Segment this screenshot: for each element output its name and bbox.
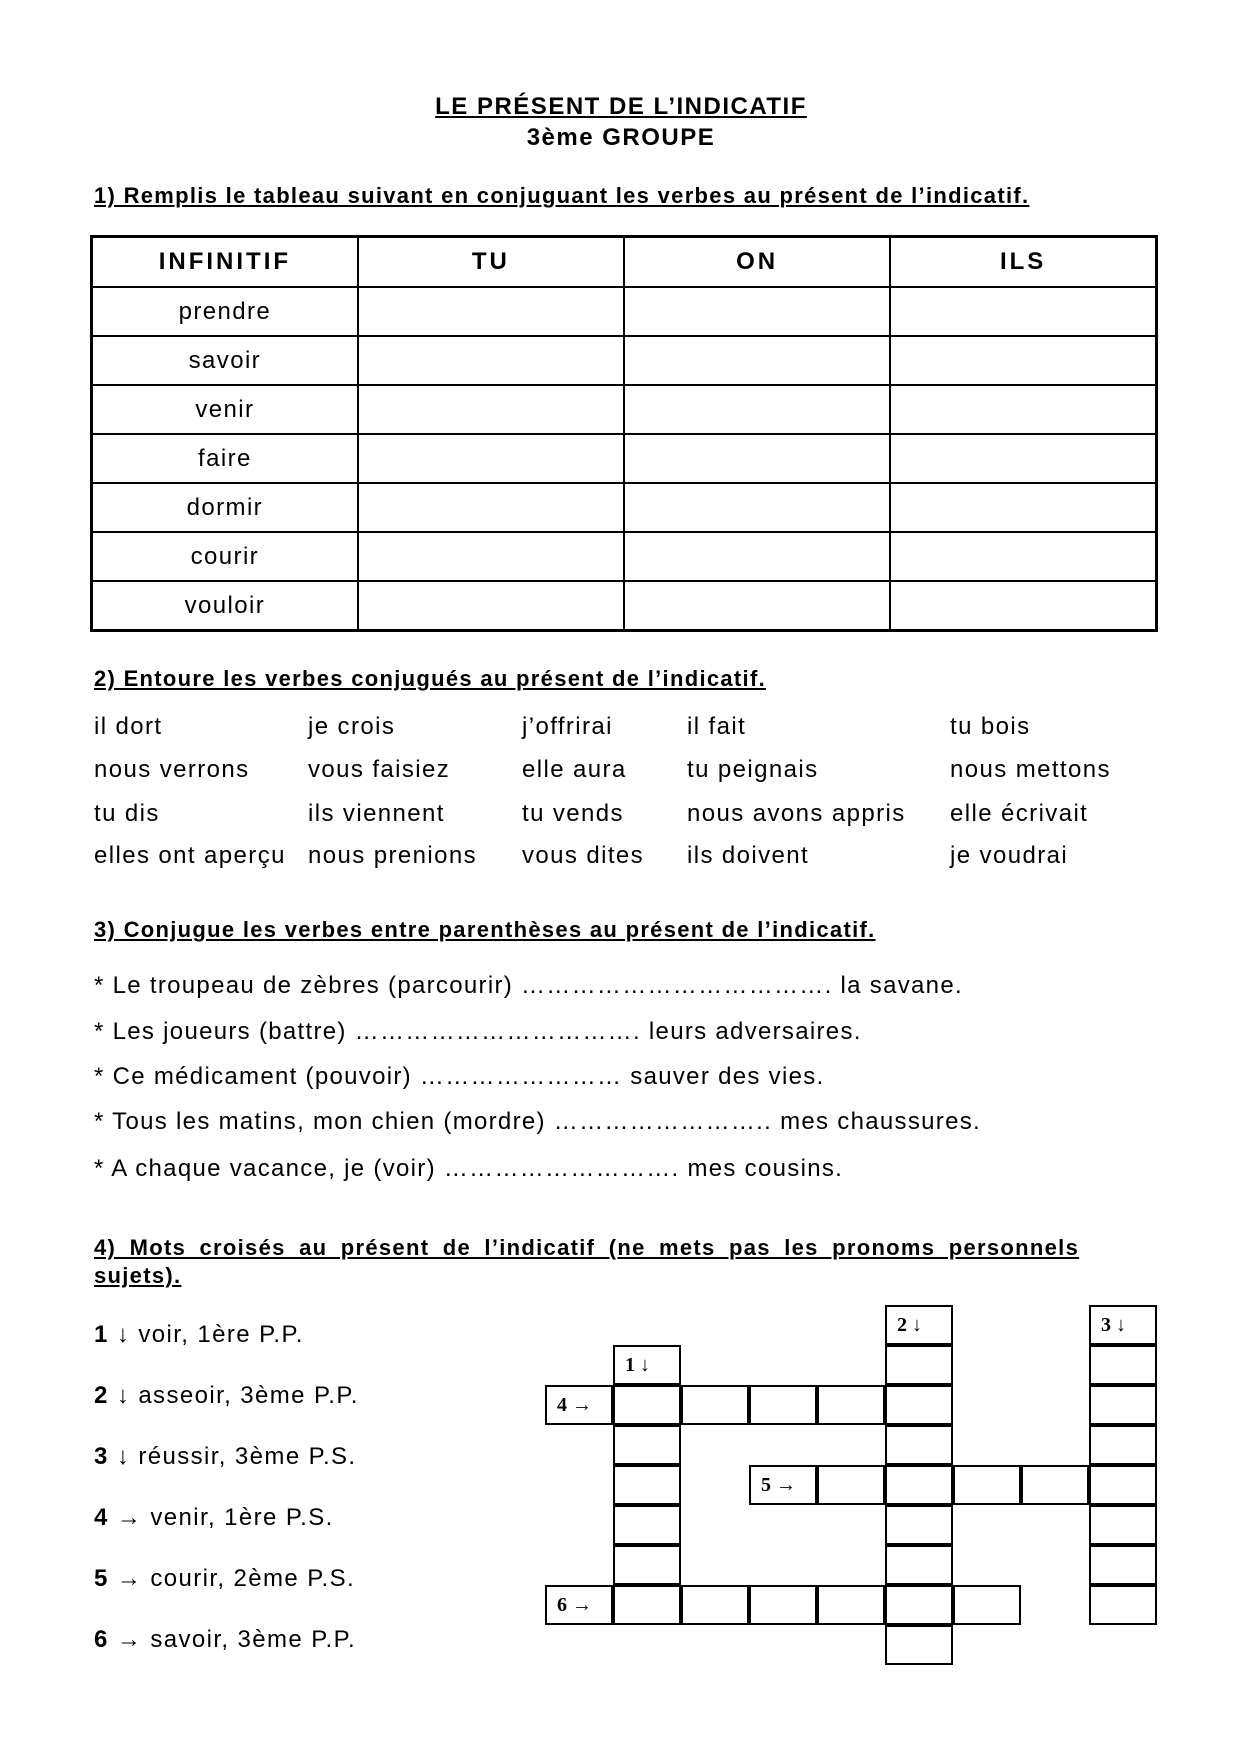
verb-option[interactable]: je voudrai [950,842,1069,869]
fill-in-sentence[interactable]: * Les joueurs (battre) ……………………………. leurs adversaires. [94,1018,862,1045]
crossword-clue-cell [545,1585,613,1625]
crossword-clue-cell [613,1345,681,1385]
section-3-heading: 3) Conjugue les verbes entre parenthèses au présent de l’indicatif. [94,917,876,942]
verb-option[interactable]: je crois [308,713,396,740]
column-header: INFINITIF [92,237,358,288]
verb-option[interactable]: ils viennent [308,800,445,827]
answer-cell[interactable] [624,287,890,336]
crossword-clue-cell [1089,1305,1157,1345]
infinitive-cell: savoir [92,336,358,385]
answer-cell[interactable] [624,336,890,385]
verb-option[interactable]: nous prenions [308,842,477,869]
crossword-letter-cell[interactable] [885,1505,953,1545]
answer-cell[interactable] [890,483,1156,532]
crossword-letter-cell[interactable] [613,1425,681,1465]
table-row [92,532,1157,581]
crossword-letter-cell[interactable] [1089,1585,1157,1625]
crossword-letter-cell[interactable] [1021,1465,1089,1505]
table-row [92,434,1157,483]
table-header-row [92,237,1157,288]
section-1-heading: 1) Remplis le tableau suivant en conjuguant les verbes au présent de l’indicatif. [94,183,1030,208]
crossword-letter-cell[interactable] [749,1385,817,1425]
crossword-letter-cell[interactable] [613,1385,681,1425]
section-4-heading-cont: sujets). [94,1263,182,1288]
answer-cell[interactable] [358,287,624,336]
verb-option[interactable]: elle aura [522,756,627,783]
crossword-letter-cell[interactable] [681,1585,749,1625]
verb-option[interactable]: tu bois [950,713,1031,740]
crossword-letter-cell[interactable] [885,1385,953,1425]
section-2-heading: 2) Entoure les verbes conjugués au présent de l’indicatif. [94,666,766,691]
crossword-clue-cell [545,1385,613,1425]
infinitive-cell: faire [92,434,358,483]
answer-cell[interactable] [624,385,890,434]
crossword-letter-cell[interactable] [681,1385,749,1425]
answer-cell[interactable] [890,581,1156,631]
answer-cell[interactable] [358,385,624,434]
page-title: LE PRÉSENT DE L’INDICATIF [435,93,807,120]
verb-option[interactable]: elle écrivait [950,800,1089,827]
page-subtitle: 3ème GROUPE [526,124,716,151]
column-header: TU [358,237,624,288]
verb-option[interactable]: tu dis [94,800,160,827]
crossword-clue: 5 → courir, 2ème P.S. [94,1565,356,1592]
crossword-letter-cell[interactable] [817,1385,885,1425]
answer-cell[interactable] [358,434,624,483]
fill-in-sentence[interactable]: * Ce médicament (pouvoir) …………………… sauver des vies. [94,1063,825,1090]
crossword-letter-cell[interactable] [885,1625,953,1665]
crossword-letter-cell[interactable] [953,1465,1021,1505]
table-row [92,385,1157,434]
crossword-letter-cell[interactable] [817,1585,885,1625]
answer-cell[interactable] [358,483,624,532]
crossword-letter-cell[interactable] [817,1465,885,1505]
infinitive-cell: venir [92,385,358,434]
verb-option[interactable]: il dort [94,713,163,740]
verb-option[interactable]: vous dites [522,842,645,869]
infinitive-cell: prendre [92,287,358,336]
crossword-clue-label: 1 ↓ [625,1354,650,1376]
infinitive-cell: vouloir [92,581,358,631]
crossword-letter-cell[interactable] [953,1585,1021,1625]
column-header: ILS [890,237,1156,288]
section-4-heading: 4) Mots croisés au présent de l’indicatif (ne mets pas les pronoms personnels [94,1235,1080,1260]
crossword-clue-label: 2 ↓ [897,1314,922,1336]
verb-option[interactable]: nous verrons [94,756,250,783]
answer-cell[interactable] [624,434,890,483]
crossword-clue: 4 → venir, 1ère P.S. [94,1504,334,1531]
answer-cell[interactable] [624,483,890,532]
column-header: ON [624,237,890,288]
verb-option[interactable]: il fait [687,713,747,740]
crossword-clue-label: 6 → [557,1594,592,1616]
answer-cell[interactable] [890,385,1156,434]
crossword-clue: 6 → savoir, 3ème P.P. [94,1626,357,1653]
crossword-letter-cell[interactable] [885,1425,953,1465]
crossword-letter-cell[interactable] [885,1545,953,1585]
crossword-letter-cell[interactable] [1089,1425,1157,1465]
answer-cell[interactable] [358,532,624,581]
crossword-clue: 3 ↓ réussir, 3ème P.S. [94,1443,357,1470]
crossword-clue-cell [749,1465,817,1505]
answer-cell[interactable] [890,287,1156,336]
crossword-clue-label: 5 → [761,1474,796,1496]
answer-cell[interactable] [890,336,1156,385]
table-row [92,483,1157,532]
answer-cell[interactable] [358,581,624,631]
crossword-letter-cell[interactable] [749,1585,817,1625]
crossword-clue-cell [885,1305,953,1345]
crossword-clue: 1 ↓ voir, 1ère P.P. [94,1321,304,1348]
verb-option[interactable]: tu vends [522,800,624,827]
crossword-letter-cell[interactable] [885,1465,953,1505]
answer-cell[interactable] [624,532,890,581]
fill-in-sentence[interactable]: * Le troupeau de zèbres (parcourir) ………………………………. la savane. [94,972,963,999]
answer-cell[interactable] [624,581,890,631]
verb-option[interactable]: vous faisiez [308,756,451,783]
answer-cell[interactable] [890,434,1156,483]
verb-option[interactable]: j’offrirai [522,713,613,740]
infinitive-cell: dormir [92,483,358,532]
crossword-letter-cell[interactable] [1089,1345,1157,1385]
crossword-clue-label: 3 ↓ [1101,1314,1126,1336]
crossword-letter-cell[interactable] [613,1465,681,1505]
crossword-letter-cell[interactable] [613,1585,681,1625]
crossword-clue: 2 ↓ asseoir, 3ème P.P. [94,1382,359,1409]
verb-option[interactable]: tu peignais [687,756,819,783]
verb-option[interactable]: nous avons appris [687,800,906,827]
verb-option[interactable]: ils doivent [687,842,810,869]
crossword-letter-cell[interactable] [1089,1465,1157,1505]
verb-option[interactable]: elles ont aperçu [94,842,286,869]
verb-option[interactable]: nous mettons [950,756,1111,783]
crossword-clue-label: 4 → [557,1394,592,1416]
answer-cell[interactable] [890,532,1156,581]
crossword-letter-cell[interactable] [613,1545,681,1585]
crossword-letter-cell[interactable] [885,1585,953,1625]
crossword-letter-cell[interactable] [1089,1505,1157,1545]
table-row [92,287,1157,336]
crossword-letter-cell[interactable] [613,1505,681,1545]
crossword-letter-cell[interactable] [1089,1385,1157,1425]
crossword-letter-cell[interactable] [1089,1545,1157,1585]
answer-cell[interactable] [358,336,624,385]
fill-in-sentence[interactable]: * A chaque vacance, je (voir) ………………………. mes cousins. [94,1155,844,1182]
conjugation-table [90,235,1158,632]
fill-in-sentence[interactable]: * Tous les matins, mon chien (mordre) …………………….. mes chaussures. [94,1108,981,1135]
infinitive-cell: courir [92,532,358,581]
crossword-letter-cell[interactable] [885,1345,953,1385]
table-row [92,581,1157,631]
table-row [92,336,1157,385]
